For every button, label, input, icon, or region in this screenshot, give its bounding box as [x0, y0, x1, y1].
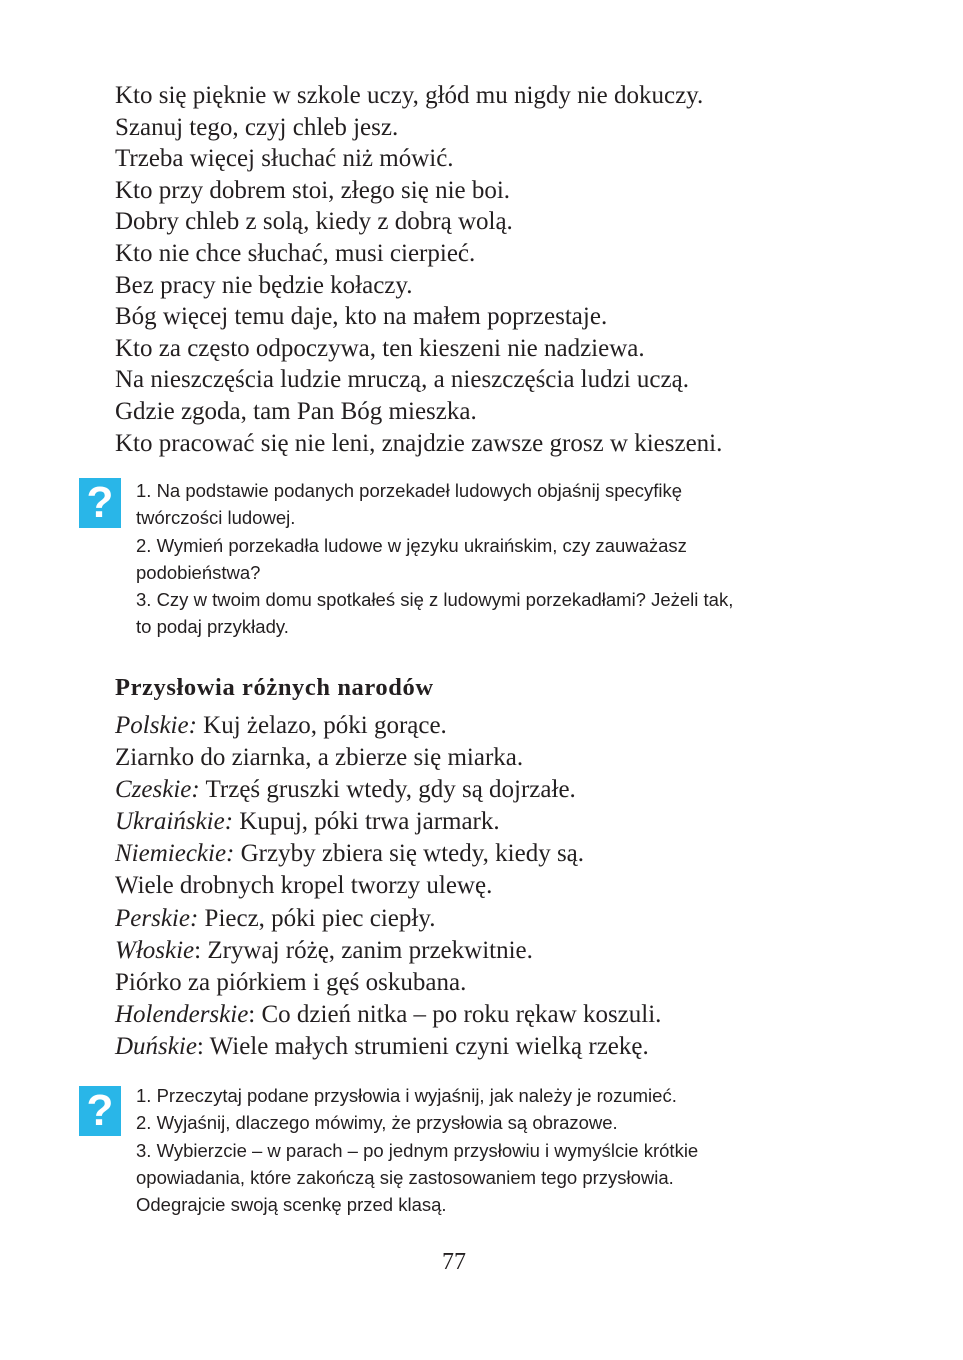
- proverb-dutch: [115, 999, 875, 1031]
- proverb-ukrainian: [115, 806, 875, 838]
- proverb-line: Bez pracy nie będzie kołaczy.: [115, 271, 413, 299]
- nation-label: Duńskie: [115, 1032, 197, 1060]
- page-number: 77: [442, 1249, 466, 1275]
- proverb-text: Grzyby zbiera się wtedy, kiedy są.: [234, 840, 585, 868]
- nation-label: Włoskie: [115, 936, 195, 964]
- nations-proverbs-list: [115, 710, 875, 1063]
- proverb-text: : Zrywaj różę, zanim przekwitnie.: [194, 936, 533, 964]
- section-title: Przysłowia różnych narodów: [115, 674, 434, 701]
- question-icon: ?: [79, 1086, 121, 1136]
- questions-list-2: [136, 1082, 896, 1218]
- proverb-line: Dobry chleb z solą, kiedy z dobrą wolą.: [115, 208, 513, 236]
- question-line: to podaj przykłady.: [136, 616, 289, 638]
- proverb-line: Gdzie zgoda, tam Pan Bóg mieszka.: [115, 397, 477, 425]
- question-line: podobieństwa?: [136, 561, 261, 583]
- proverb-text: : Wiele małych strumieni czyni wielką rzekę.: [196, 1032, 649, 1060]
- question-line: 3. Czy w twoim domu spotkałeś się z ludowymi porzekadłami? Jeżeli tak,: [136, 589, 734, 611]
- proverb-text: Trzęś gruszki wtedy, gdy są dojrzałe.: [199, 776, 576, 804]
- nation-label: Holenderskie: [115, 1000, 249, 1028]
- proverb-polish: [115, 710, 875, 742]
- proverb-text: Kupuj, póki trwa jarmark.: [233, 808, 500, 836]
- proverb-line: Kto przy dobrem stoi, złego się nie boi.: [115, 176, 511, 204]
- question-line: 2. Wymień porzekadła ludowe w języku ukraińskim, czy zauważasz: [136, 534, 687, 556]
- proverb-german: [115, 838, 875, 870]
- question-line: 2. Wyjaśnij, dlaczego mówimy, że przysłowia są obrazowe.: [136, 1112, 618, 1134]
- proverb-polish-2: Ziarnko do ziarnka, a zbierze się miarka.: [115, 744, 524, 772]
- proverb-text: Piecz, póki piec ciepły.: [198, 904, 436, 932]
- nation-label: Polskie:: [115, 712, 197, 739]
- questions-list-1: [136, 477, 896, 641]
- proverb-czech: [115, 774, 875, 806]
- proverb-line: Szanuj tego, czyj chleb jesz.: [115, 113, 399, 141]
- proverb-line: Na nieszczęścia ludzie mruczą, a nieszczęścia ludzi uczą.: [115, 366, 689, 394]
- proverb-text: Kuj żelazo, póki gorące.: [196, 712, 447, 739]
- question-icon: ?: [79, 478, 121, 528]
- question-line: twórczości ludowej.: [136, 507, 296, 529]
- proverb-line: Kto nie chce słuchać, musi cierpieć.: [115, 239, 476, 267]
- proverb-text: : Co dzień nitka – po roku rękaw koszuli.: [248, 1000, 662, 1028]
- proverb-line: Bóg więcej temu daje, kto na małem poprzestaje.: [115, 303, 608, 331]
- proverb-line: Kto pracować się nie leni, znajdzie zawsze grosz w kieszeni.: [115, 429, 723, 457]
- nation-label: Ukraińskie:: [115, 808, 234, 836]
- proverb-italian-2: Piórko za piórkiem i gęś oskubana.: [115, 968, 467, 996]
- question-line: opowiadania, które zakończą się zastosowaniem tego przysłowia.: [136, 1166, 674, 1188]
- proverb-italian: [115, 935, 875, 967]
- question-line: 1. Przeczytaj podane przysłowia i wyjaśnij, jak należy je rozumieć.: [136, 1085, 677, 1106]
- proverb-line: Kto za często odpoczywa, ten kieszeni nie nadziewa.: [115, 334, 645, 362]
- question-line: 3. Wybierzcie – w parach – po jednym przysłowiu i wymyślcie krótkie: [136, 1139, 699, 1161]
- proverb-line: Kto się pięknie w szkole uczy, głód mu nigdy nie dokuczy.: [115, 82, 704, 109]
- proverbs-list: [115, 80, 875, 459]
- proverb-persian: [115, 903, 875, 935]
- proverb-german-2: Wiele drobnych kropel tworzy ulewę.: [115, 872, 493, 900]
- proverb-danish: [115, 1031, 875, 1063]
- proverb-line: Trzeba więcej słuchać niż mówić.: [115, 145, 454, 173]
- question-line: Odegrajcie swoją scenkę przed klasą.: [136, 1194, 447, 1216]
- nation-label: Perskie:: [115, 904, 199, 932]
- question-line: 1. Na podstawie podanych porzekadeł ludowych objaśnij specyfikę: [136, 480, 683, 501]
- nation-label: Czeskie:: [115, 776, 200, 804]
- nation-label: Niemieckie:: [115, 840, 235, 868]
